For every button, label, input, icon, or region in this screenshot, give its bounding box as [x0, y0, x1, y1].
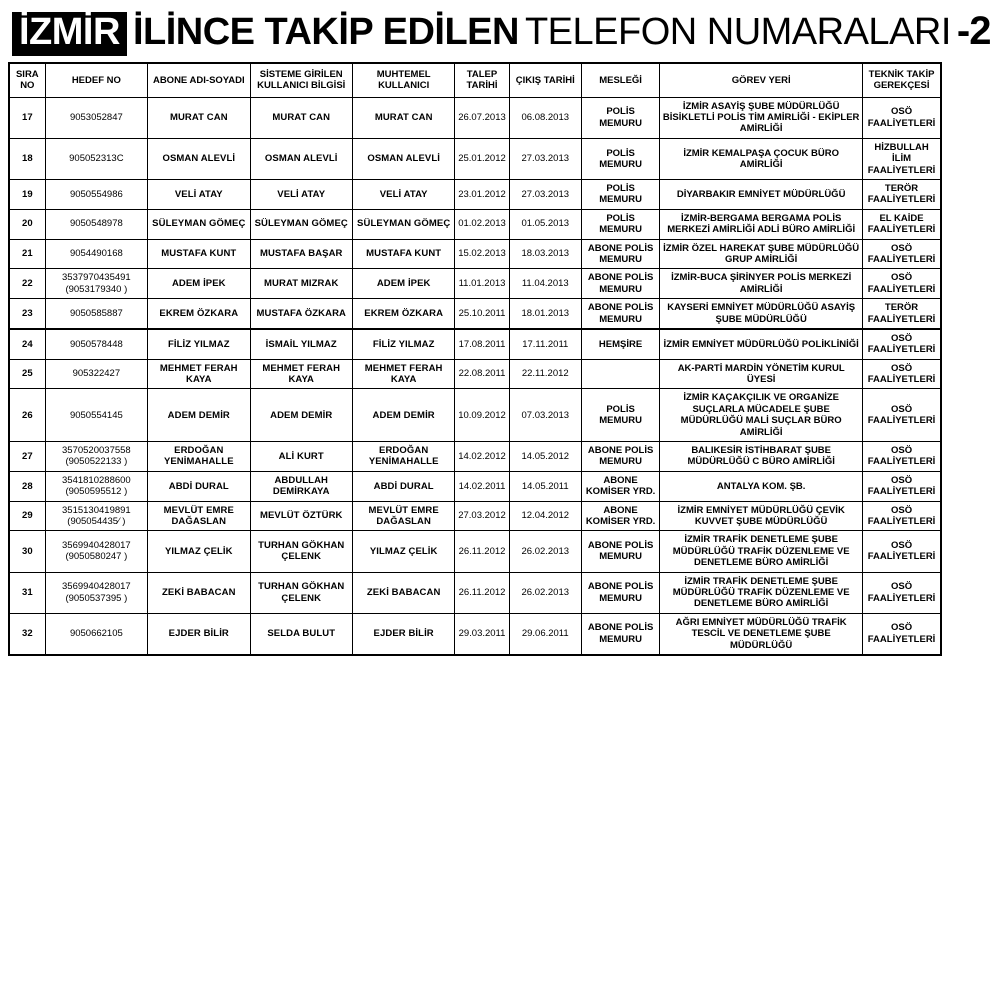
cell-muhtemel-kullanici: ZEKİ BABACAN: [352, 572, 454, 613]
cell-teknik-takip-gerekcesi: OSÖ FAALİYETLERİ: [863, 269, 941, 299]
cell-sisteme-girilen-kullanici: TURHAN GÖKHAN ÇELENK: [250, 531, 352, 572]
cell-sira-no: 25: [9, 359, 45, 389]
cell-sira-no: 27: [9, 442, 45, 472]
cell-teknik-takip-gerekcesi: OSÖ FAALİYETLERİ: [863, 329, 941, 359]
cell-hedef-no: 9054490168: [45, 239, 147, 269]
cell-sira-no: 32: [9, 613, 45, 655]
cell-sisteme-girilen-kullanici: ADEM DEMİR: [250, 389, 352, 442]
cell-talep-tarihi: 10.09.2012: [455, 389, 509, 442]
column-header-muhtemel-kullanici: MUHTEMEL KULLANICI: [352, 63, 454, 97]
cell-cikis-tarihi: 01.05.2013: [509, 209, 581, 239]
cell-abone-adi-soyadi: MUSTAFA KUNT: [148, 239, 250, 269]
column-header-hedef-no: HEDEF NO: [45, 63, 147, 97]
cell-cikis-tarihi: 12.04.2012: [509, 501, 581, 531]
cell-sisteme-girilen-kullanici: MUSTAFA BAŞAR: [250, 239, 352, 269]
cell-cikis-tarihi: 18.01.2013: [509, 299, 581, 329]
cell-hedef-no: 3569940428017 (9050537395 ): [45, 572, 147, 613]
table-row: [9, 329, 941, 359]
cell-teknik-takip-gerekcesi: HİZBULLAH İLİM FAALİYETLERİ: [863, 138, 941, 179]
cell-abone-adi-soyadi: MURAT CAN: [148, 97, 250, 138]
cell-sisteme-girilen-kullanici: MURAT MIZRAK: [250, 269, 352, 299]
column-header-abone-adi-soyadi: ABONE ADI-SOYADI: [148, 63, 250, 97]
cell-sisteme-girilen-kullanici: ABDULLAH DEMİRKAYA: [250, 471, 352, 501]
table-row: [9, 501, 941, 531]
cell-gorev-yeri: İZMİR ÖZEL HAREKAT ŞUBE MÜDÜRLÜĞÜ GRUP AMİRLİĞİ: [660, 239, 863, 269]
cell-sisteme-girilen-kullanici: MEHMET FERAH KAYA: [250, 359, 352, 389]
cell-cikis-tarihi: 17.11.2011: [509, 329, 581, 359]
cell-cikis-tarihi: 07.03.2013: [509, 389, 581, 442]
cell-gorev-yeri: İZMİR KAÇAKÇILIK VE ORGANİZE SUÇLARLA MÜCADELE ŞUBE MÜDÜRLÜĞÜ MALİ SUÇLAR BÜRO AMİRLİĞİ: [660, 389, 863, 442]
table-row: [9, 180, 941, 210]
cell-muhtemel-kullanici: EKREM ÖZKARA: [352, 299, 454, 329]
cell-muhtemel-kullanici: YILMAZ ÇELİK: [352, 531, 454, 572]
cell-teknik-takip-gerekcesi: OSÖ FAALİYETLERİ: [863, 239, 941, 269]
cell-cikis-tarihi: 18.03.2013: [509, 239, 581, 269]
cell-meslegi: ABONE KOMİSER YRD.: [581, 471, 659, 501]
cell-meslegi: POLİS MEMURU: [581, 138, 659, 179]
cell-cikis-tarihi: 29.06.2011: [509, 613, 581, 655]
cell-teknik-takip-gerekcesi: OSÖ FAALİYETLERİ: [863, 442, 941, 472]
column-header-sira-no: SIRA NO: [9, 63, 45, 97]
cell-meslegi: ABONE KOMİSER YRD.: [581, 501, 659, 531]
cell-abone-adi-soyadi: ADEM DEMİR: [148, 389, 250, 442]
cell-teknik-takip-gerekcesi: OSÖ FAALİYETLERİ: [863, 613, 941, 655]
table-body: [9, 97, 941, 655]
cell-gorev-yeri: İZMİR ASAYİŞ ŞUBE MÜDÜRLÜĞÜ BİSİKLETLİ POLİS TİM AMİRLİĞİ - EKİPLER AMİRLİĞİ: [660, 97, 863, 138]
table-row: [9, 471, 941, 501]
cell-sisteme-girilen-kullanici: TURHAN GÖKHAN ÇELENK: [250, 572, 352, 613]
cell-gorev-yeri: AK-PARTİ MARDİN YÖNETİM KURUL ÜYESİ: [660, 359, 863, 389]
cell-sisteme-girilen-kullanici: MUSTAFA ÖZKARA: [250, 299, 352, 329]
cell-muhtemel-kullanici: SÜLEYMAN GÖMEÇ: [352, 209, 454, 239]
cell-abone-adi-soyadi: ERDOĞAN YENİMAHALLE: [148, 442, 250, 472]
cell-teknik-takip-gerekcesi: TERÖR FAALİYETLERİ: [863, 299, 941, 329]
cell-teknik-takip-gerekcesi: OSÖ FAALİYETLERİ: [863, 501, 941, 531]
cell-gorev-yeri: İZMİR EMNİYET MÜDÜRLÜĞÜ POLİKLİNİĞİ: [660, 329, 863, 359]
cell-abone-adi-soyadi: SÜLEYMAN GÖMEÇ: [148, 209, 250, 239]
cell-muhtemel-kullanici: FİLİZ YILMAZ: [352, 329, 454, 359]
table-row: [9, 239, 941, 269]
column-header-cikis-tarihi: ÇIKIŞ TARİHİ: [509, 63, 581, 97]
cell-sira-no: 17: [9, 97, 45, 138]
cell-sisteme-girilen-kullanici: ALİ KURT: [250, 442, 352, 472]
cell-hedef-no: 905052313C: [45, 138, 147, 179]
cell-gorev-yeri: İZMİR-BUCA ŞİRİNYER POLİS MERKEZİ AMİRLİĞİ: [660, 269, 863, 299]
column-header-teknik-takip-gerekcesi: TEKNİK TAKİP GEREKÇESİ: [863, 63, 941, 97]
cell-sisteme-girilen-kullanici: MURAT CAN: [250, 97, 352, 138]
cell-abone-adi-soyadi: EJDER BİLİR: [148, 613, 250, 655]
cell-sira-no: 22: [9, 269, 45, 299]
cell-sira-no: 19: [9, 180, 45, 210]
cell-meslegi: ABONE POLİS MEMURU: [581, 269, 659, 299]
cell-abone-adi-soyadi: FİLİZ YILMAZ: [148, 329, 250, 359]
cell-abone-adi-soyadi: VELİ ATAY: [148, 180, 250, 210]
cell-sisteme-girilen-kullanici: VELİ ATAY: [250, 180, 352, 210]
cell-hedef-no: 9050554986: [45, 180, 147, 210]
cell-talep-tarihi: 25.10.2011: [455, 299, 509, 329]
cell-abone-adi-soyadi: YILMAZ ÇELİK: [148, 531, 250, 572]
cell-teknik-takip-gerekcesi: OSÖ FAALİYETLERİ: [863, 389, 941, 442]
column-header-meslegi: MESLEĞİ: [581, 63, 659, 97]
table-row: [9, 209, 941, 239]
cell-muhtemel-kullanici: ADEM DEMİR: [352, 389, 454, 442]
table-header-row: [9, 63, 941, 97]
cell-meslegi: ABONE POLİS MEMURU: [581, 531, 659, 572]
cell-teknik-takip-gerekcesi: OSÖ FAALİYETLERİ: [863, 531, 941, 572]
cell-hedef-no-secondary: (9050522133 ): [65, 456, 128, 468]
cell-teknik-takip-gerekcesi: OSÖ FAALİYETLERİ: [863, 359, 941, 389]
cell-gorev-yeri: ANTALYA KOM. ŞB.: [660, 471, 863, 501]
cell-teknik-takip-gerekcesi: TERÖR FAALİYETLERİ: [863, 180, 941, 210]
table-row: [9, 572, 941, 613]
cell-sira-no: 21: [9, 239, 45, 269]
cell-hedef-no-secondary: (9053179340 ): [65, 283, 128, 295]
cell-teknik-takip-gerekcesi: EL KAİDE FAALİYETLERİ: [863, 209, 941, 239]
cell-cikis-tarihi: 14.05.2012: [509, 442, 581, 472]
cell-abone-adi-soyadi: ADEM İPEK: [148, 269, 250, 299]
cell-meslegi: HEMŞİRE: [581, 329, 659, 359]
column-header-gorev-yeri: GÖREV YERİ: [660, 63, 863, 97]
cell-cikis-tarihi: 27.03.2013: [509, 138, 581, 179]
cell-cikis-tarihi: 22.11.2012: [509, 359, 581, 389]
table-row: [9, 269, 941, 299]
cell-talep-tarihi: 22.08.2011: [455, 359, 509, 389]
cell-hedef-no: 9050662105: [45, 613, 147, 655]
title-regular: TELEFON NUMARALARI: [524, 11, 951, 53]
cell-sisteme-girilen-kullanici: SELDA BULUT: [250, 613, 352, 655]
cell-meslegi: POLİS MEMURU: [581, 97, 659, 138]
cell-hedef-no-secondary: (9050595512 ): [65, 486, 128, 498]
table-header: [9, 63, 941, 97]
cell-sira-no: 26: [9, 389, 45, 442]
cell-cikis-tarihi: 26.02.2013: [509, 572, 581, 613]
cell-gorev-yeri: İZMİR-BERGAMA BERGAMA POLİS MERKEZİ AMİRLİĞİ ADLİ BÜRO AMİRLİĞİ: [660, 209, 863, 239]
title-number: -2: [956, 9, 991, 53]
table-row: [9, 442, 941, 472]
cell-talep-tarihi: 26.11.2012: [455, 531, 509, 572]
column-header-sisteme-girilen-kullanici-bilgisi: SİSTEME GİRİLEN KULLANICI BİLGİSİ: [250, 63, 352, 97]
page-title: [8, 9, 991, 62]
cell-meslegi: POLİS MEMURU: [581, 180, 659, 210]
cell-muhtemel-kullanici: MEVLÜT EMRE DAĞASLAN: [352, 501, 454, 531]
cell-sira-no: 20: [9, 209, 45, 239]
cell-gorev-yeri: İZMİR KEMALPAŞA ÇOCUK BÜRO AMİRLİĞİ: [660, 138, 863, 179]
cell-hedef-no: 9050548978: [45, 209, 147, 239]
cell-muhtemel-kullanici: ERDOĞAN YENİMAHALLE: [352, 442, 454, 472]
cell-hedef-no: 3569940428017 (9050580247 ): [45, 531, 147, 572]
cell-abone-adi-soyadi: OSMAN ALEVLİ: [148, 138, 250, 179]
cell-hedef-no: 3515130419891 (905054435⁄ ): [45, 501, 147, 531]
table-row: [9, 138, 941, 179]
cell-meslegi: POLİS MEMURU: [581, 389, 659, 442]
cell-hedef-no: 9050554145: [45, 389, 147, 442]
cell-gorev-yeri: BALIKESİR İSTİHBARAT ŞUBE MÜDÜRLÜĞÜ C BÜRO AMİRLİĞİ: [660, 442, 863, 472]
table-row: [9, 359, 941, 389]
cell-talep-tarihi: 26.07.2013: [455, 97, 509, 138]
cell-cikis-tarihi: 27.03.2013: [509, 180, 581, 210]
table-row: [9, 531, 941, 572]
cell-sira-no: 28: [9, 471, 45, 501]
cell-hedef-no: 9050585887: [45, 299, 147, 329]
cell-teknik-takip-gerekcesi: OSÖ FAALİYETLERİ: [863, 97, 941, 138]
cell-sira-no: 24: [9, 329, 45, 359]
cell-talep-tarihi: 25.01.2012: [455, 138, 509, 179]
cell-meslegi: POLİS MEMURU: [581, 209, 659, 239]
cell-hedef-no-secondary: (905054435⁄ ): [67, 516, 126, 527]
cell-hedef-no: 9050578448: [45, 329, 147, 359]
cell-hedef-no-secondary: (9050580247 ): [65, 551, 128, 563]
cell-cikis-tarihi: 26.02.2013: [509, 531, 581, 572]
phone-numbers-table: [8, 62, 942, 656]
cell-talep-tarihi: 15.02.2013: [455, 239, 509, 269]
cell-sisteme-girilen-kullanici: İSMAİL YILMAZ: [250, 329, 352, 359]
cell-meslegi: ABONE POLİS MEMURU: [581, 239, 659, 269]
cell-muhtemel-kullanici: MEHMET FERAH KAYA: [352, 359, 454, 389]
cell-meslegi: ABONE POLİS MEMURU: [581, 572, 659, 613]
cell-gorev-yeri: DİYARBAKIR EMNİYET MÜDÜRLÜĞÜ: [660, 180, 863, 210]
cell-abone-adi-soyadi: ABDİ DURAL: [148, 471, 250, 501]
cell-abone-adi-soyadi: ZEKİ BABACAN: [148, 572, 250, 613]
cell-muhtemel-kullanici: MURAT CAN: [352, 97, 454, 138]
table-row: [9, 299, 941, 329]
cell-meslegi: ABONE POLİS MEMURU: [581, 613, 659, 655]
table-row: [9, 97, 941, 138]
cell-gorev-yeri: İZMİR TRAFİK DENETLEME ŞUBE MÜDÜRLÜĞÜ TRAFİK DÜZENLEME VE DENETLEME BÜRO AMİRLİĞİ: [660, 572, 863, 613]
cell-talep-tarihi: 11.01.2013: [455, 269, 509, 299]
cell-teknik-takip-gerekcesi: OSÖ FAALİYETLERİ: [863, 471, 941, 501]
cell-sisteme-girilen-kullanici: OSMAN ALEVLİ: [250, 138, 352, 179]
cell-talep-tarihi: 14.02.2012: [455, 442, 509, 472]
cell-gorev-yeri: KAYSERİ EMNİYET MÜDÜRLÜĞÜ ASAYİŞ ŞUBE MÜDÜRLÜĞÜ: [660, 299, 863, 329]
cell-talep-tarihi: 17.08.2011: [455, 329, 509, 359]
cell-gorev-yeri: AĞRI EMNİYET MÜDÜRLÜĞÜ TRAFİK TESCİL VE DENETLEME ŞUBE MÜDÜRLÜĞÜ: [660, 613, 863, 655]
cell-cikis-tarihi: 06.08.2013: [509, 97, 581, 138]
cell-abone-adi-soyadi: MEHMET FERAH KAYA: [148, 359, 250, 389]
cell-sira-no: 30: [9, 531, 45, 572]
cell-sisteme-girilen-kullanici: MEVLÜT ÖZTÜRK: [250, 501, 352, 531]
table-row: [9, 613, 941, 655]
cell-cikis-tarihi: 14.05.2011: [509, 471, 581, 501]
cell-abone-adi-soyadi: EKREM ÖZKARA: [148, 299, 250, 329]
cell-sira-no: 29: [9, 501, 45, 531]
cell-sira-no: 23: [9, 299, 45, 329]
cell-cikis-tarihi: 11.04.2013: [509, 269, 581, 299]
cell-gorev-yeri: İZMİR TRAFİK DENETLEME ŞUBE MÜDÜRLÜĞÜ TRAFİK DÜZENLEME VE DENETLEME BÜRO AMİRLİĞİ: [660, 531, 863, 572]
cell-meslegi: ABONE POLİS MEMURU: [581, 299, 659, 329]
cell-sira-no: 31: [9, 572, 45, 613]
cell-hedef-no: 905322427: [45, 359, 147, 389]
cell-muhtemel-kullanici: MUSTAFA KUNT: [352, 239, 454, 269]
cell-muhtemel-kullanici: EJDER BİLİR: [352, 613, 454, 655]
cell-hedef-no: 3537970435491 (9053179340 ): [45, 269, 147, 299]
cell-talep-tarihi: 01.02.2013: [455, 209, 509, 239]
cell-hedef-no: 9053052847: [45, 97, 147, 138]
cell-hedef-no: 3570520037558 (9050522133 ): [45, 442, 147, 472]
column-header-talep-tarihi: TALEP TARİHİ: [455, 63, 509, 97]
cell-hedef-no: 3541810288600 (9050595512 ): [45, 471, 147, 501]
cell-abone-adi-soyadi: MEVLÜT EMRE DAĞASLAN: [148, 501, 250, 531]
cell-meslegi: [581, 359, 659, 389]
cell-talep-tarihi: 26.11.2012: [455, 572, 509, 613]
cell-muhtemel-kullanici: ADEM İPEK: [352, 269, 454, 299]
cell-muhtemel-kullanici: ABDİ DURAL: [352, 471, 454, 501]
cell-talep-tarihi: 27.03.2012: [455, 501, 509, 531]
title-bold: İLİNCE TAKİP EDİLEN: [132, 11, 519, 53]
cell-talep-tarihi: 14.02.2011: [455, 471, 509, 501]
cell-teknik-takip-gerekcesi: OSÖ FAALİYETLERİ: [863, 572, 941, 613]
cell-talep-tarihi: 23.01.2012: [455, 180, 509, 210]
cell-sisteme-girilen-kullanici: SÜLEYMAN GÖMEÇ: [250, 209, 352, 239]
cell-muhtemel-kullanici: OSMAN ALEVLİ: [352, 138, 454, 179]
cell-muhtemel-kullanici: VELİ ATAY: [352, 180, 454, 210]
table-row: [9, 389, 941, 442]
cell-hedef-no-secondary: (9050537395 ): [65, 592, 128, 604]
cell-talep-tarihi: 29.03.2011: [455, 613, 509, 655]
cell-meslegi: ABONE POLİS MEMURU: [581, 442, 659, 472]
cell-gorev-yeri: İZMİR EMNİYET MÜDÜRLÜĞÜ ÇEVİK KUVVET ŞUBE MÜDÜRLÜĞÜ: [660, 501, 863, 531]
title-highlight: İZMİR: [12, 12, 127, 56]
cell-sira-no: 18: [9, 138, 45, 179]
